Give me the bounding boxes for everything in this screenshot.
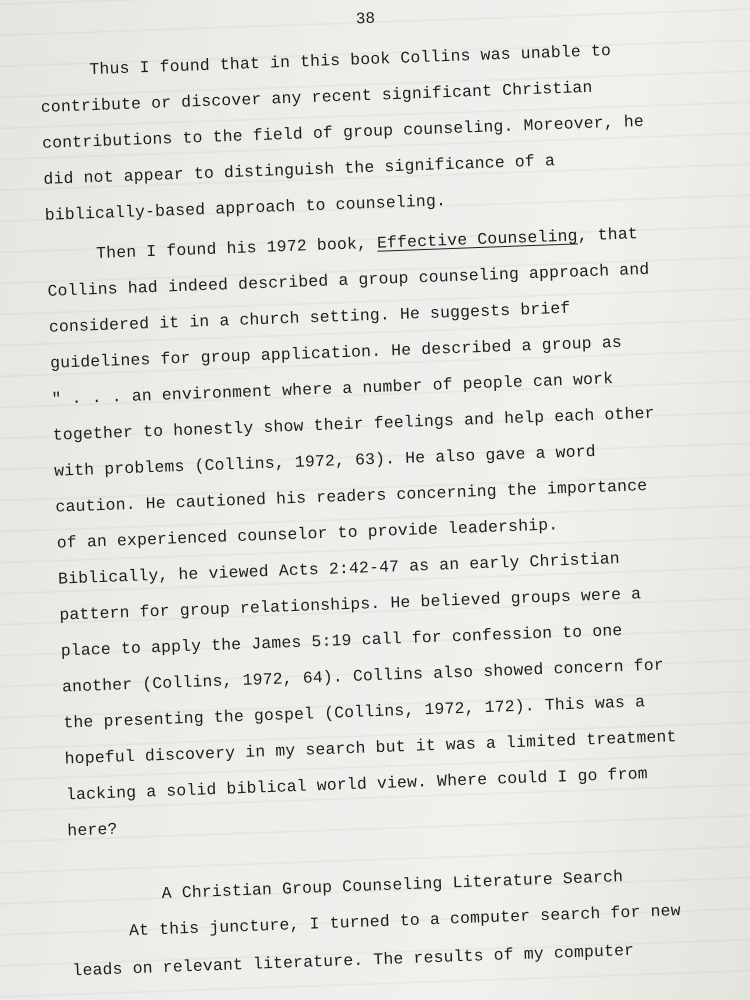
paragraph2-line: Biblically, he viewed Acts 2:42-47 as an early Christian [57, 549, 621, 589]
paragraph1-line: did not appear to distinguish the significance of a [43, 151, 556, 189]
paragraph2-line: Collins had indeed described a group counseling approach and [47, 259, 650, 301]
page-number: 38 [355, 9, 376, 29]
paragraph3-line: leads on relevant literature. The results of my computer [72, 940, 635, 981]
section-heading: A Christian Group Counseling Literature Search [161, 867, 624, 904]
paragraph2-after-title: , that [577, 224, 639, 246]
book-title: Effective Counseling [376, 226, 579, 253]
paragraph2-first-line [96, 224, 638, 263]
paragraph2-line: together to honestly show their feelings and help each other [52, 403, 655, 445]
paragraph2-line: with problems (Collins, 1972, 63). He also gave a word [53, 441, 597, 481]
paragraph1-line: contributions to the field of group counseling. Moreover, he [41, 111, 645, 153]
paragraph2-line: guidelines for group application. He described a group as [49, 332, 623, 373]
paragraph2-line: considered it in a church setting. He suggests brief [48, 298, 571, 337]
paragraph2-line: " . . . an environment where a number of people can work [51, 369, 614, 409]
typed-text-block [38, 5, 718, 981]
paragraph2-line: caution. He cautioned his readers concerning the importance [55, 475, 648, 517]
paragraph1-line: Thus I found that in this book Collins was unable to [89, 41, 612, 80]
paragraph1-line: contribute or discover any recent significant Christian [40, 77, 593, 117]
paragraph2-line: lacking a solid biblical world view. Where could I go from [65, 764, 649, 805]
paragraph2-intro-text: Then I found his 1972 book, [95, 233, 378, 264]
paragraph2-line: another (Collins, 1972, 64). Collins also showed concern for [61, 655, 665, 697]
paragraph2-line: of an experienced counselor to provide leadership. [56, 515, 559, 553]
paragraph3-line: At this juncture, I turned to a computer search for new [128, 901, 682, 941]
paragraph2-line: place to apply the James 5:19 call for confession to one [60, 620, 623, 661]
paragraph1-line: biblically-based approach to counseling. [44, 191, 447, 225]
paragraph2-line: pattern for group relationships. He believed groups were a [59, 584, 642, 625]
paragraph2-line: here? [67, 819, 118, 841]
paragraph2-line: the presenting the gospel (Collins, 1972, 172). This was a [63, 692, 646, 733]
paragraph2-line: hopeful discovery in my search but it was a limited treatment [64, 727, 677, 769]
